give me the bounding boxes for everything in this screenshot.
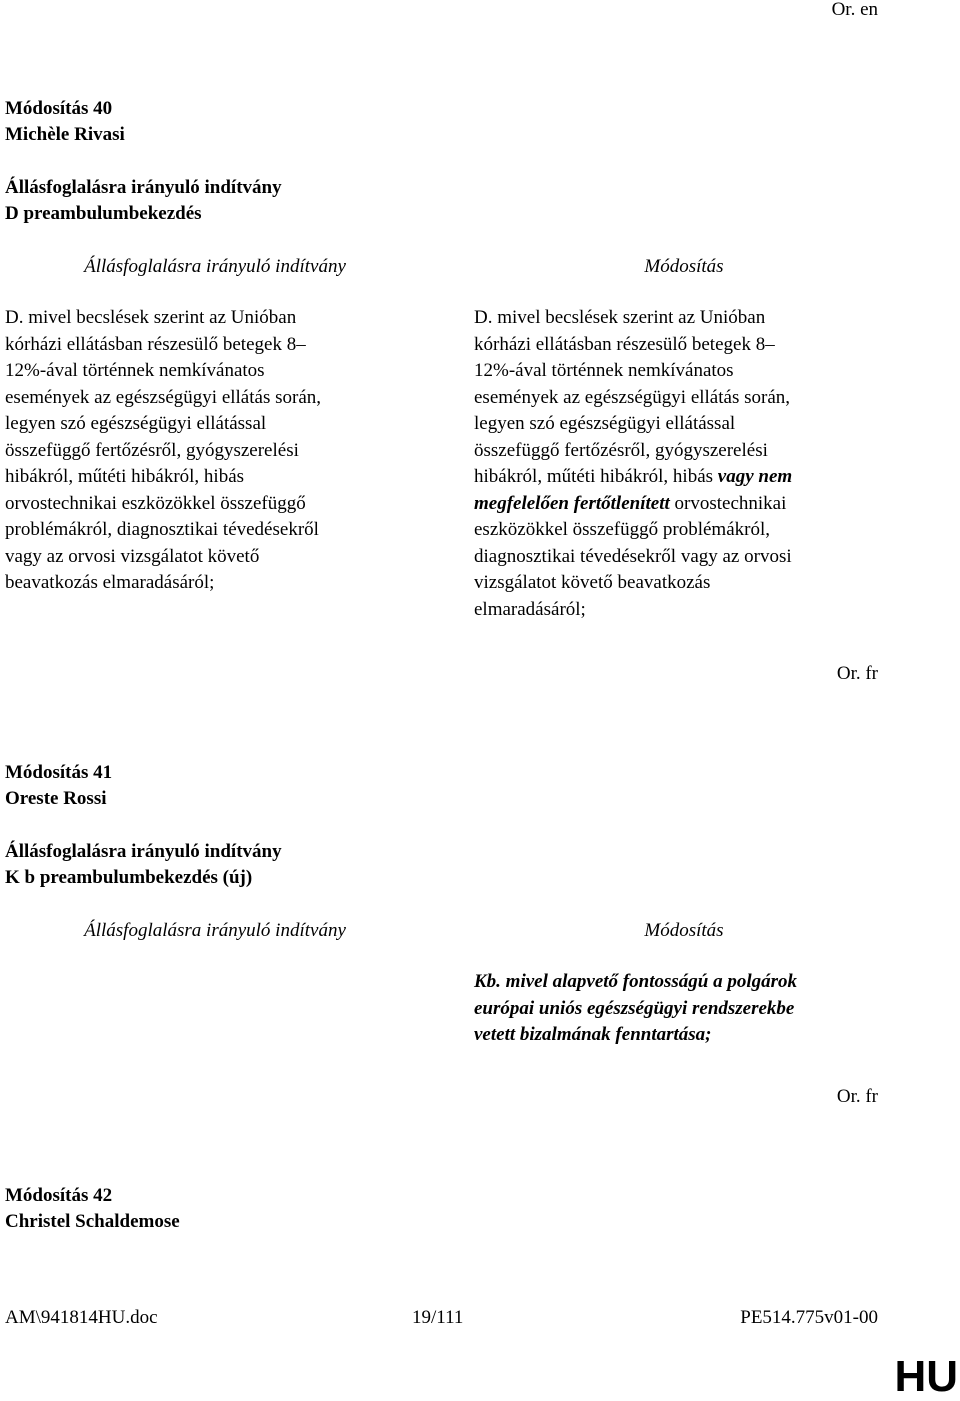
text-line	[474, 544, 894, 571]
text-run: események az egészségügyi ellátás során,	[474, 386, 791, 408]
amendment-number: Módosítás 42	[5, 1185, 113, 1206]
text-run: kórházi ellátásban részesülő betegek 8–	[474, 333, 775, 355]
footer-page-number: 19/111	[412, 1307, 464, 1328]
text-run: elmaradásáról;	[474, 598, 586, 620]
text-line: vagy az orvosi vizsgálatot követő	[5, 545, 260, 567]
column-heading-motion: Állásfoglalásra irányuló indítvány	[84, 256, 346, 277]
amended-insertion: megfelelően fertőtlenített	[474, 492, 670, 514]
text-line	[474, 332, 894, 359]
amended-insertion: vagy nem	[717, 466, 793, 487]
document-type: Állásfoglalásra irányuló indítvány	[5, 841, 282, 862]
language-mark: HU	[894, 1352, 958, 1401]
text-line: hibákról, műtéti hibákról, hibás	[5, 466, 245, 487]
amendment-number: Módosítás 40	[5, 98, 113, 119]
text-run: eszközökkel összefüggő problémákról,	[474, 519, 770, 540]
text-line	[474, 597, 894, 624]
text-line: kórházi ellátásban részesülő betegek 8–	[5, 333, 306, 355]
text-line: vetett bizalmának fenntartása;	[474, 1024, 712, 1045]
text-run: diagnosztikai tévedésekről vagy az orvosi	[474, 545, 792, 567]
text-line	[474, 491, 894, 518]
text-run: 12%-ával történnek nemkívánatos	[474, 360, 734, 381]
text-line	[474, 305, 894, 332]
text-line: orvostechnikai eszközökkel összefüggő	[5, 492, 306, 514]
text-line	[474, 570, 894, 597]
amendment-author: Christel Schaldemose	[5, 1211, 180, 1232]
text-line	[474, 438, 894, 465]
document-type: Állásfoglalásra irányuló indítvány	[5, 177, 282, 198]
amendment-number: Módosítás 41	[5, 762, 113, 783]
original-language: Or. fr	[836, 663, 878, 684]
original-text	[5, 305, 400, 597]
text-line	[474, 385, 894, 412]
text-line	[474, 411, 894, 438]
text-run: D. mivel becslések szerint az Unióban	[474, 307, 766, 328]
section-reference: D preambulumbekezdés	[5, 203, 202, 224]
text-line: Kb. mivel alapvető fontosságú a polgárok	[474, 971, 797, 992]
section-reference: K b preambulumbekezdés (új)	[5, 867, 253, 888]
amendment-author: Oreste Rossi	[5, 788, 107, 809]
original-language: Or. fr	[836, 1086, 878, 1107]
text-line	[474, 358, 894, 385]
text-run: orvostechnikai	[669, 492, 787, 514]
text-line: európai uniós egészségügyi rendszerekbe	[474, 997, 795, 1019]
column-heading-amendment: Módosítás	[644, 256, 724, 277]
original-language-top: Or. en	[831, 0, 878, 20]
amended-text	[474, 305, 894, 623]
text-run: vizsgálatot követő beavatkozás	[474, 572, 711, 593]
amended-text	[474, 969, 894, 1049]
text-line: 12%-ával történnek nemkívánatos	[5, 360, 265, 381]
column-heading-motion: Állásfoglalásra irányuló indítvány	[84, 920, 346, 941]
text-run: legyen szó egészségügyi ellátással	[474, 413, 736, 434]
text-line	[474, 464, 894, 491]
text-line	[474, 517, 894, 544]
column-heading-amendment: Módosítás	[644, 920, 724, 941]
text-line: összefüggő fertőzésről, gyógyszerelési	[5, 439, 299, 461]
text-line: problémákról, diagnosztikai tévedésekről	[5, 519, 319, 540]
text-run: hibákról, műtéti hibákról, hibás	[474, 466, 718, 487]
text-line: beavatkozás elmaradásáról;	[5, 572, 215, 593]
footer-document-reference: AM\941814HU.doc	[5, 1307, 158, 1328]
footer-pe-reference: PE514.775v01-00	[740, 1307, 878, 1328]
text-line: legyen szó egészségügyi ellátással	[5, 413, 267, 434]
text-run: összefüggő fertőzésről, gyógyszerelési	[474, 439, 768, 461]
text-line: események az egészségügyi ellátás során,	[5, 386, 322, 408]
amendment-author: Michèle Rivasi	[5, 124, 125, 145]
text-line: D. mivel becslések szerint az Unióban	[5, 307, 297, 328]
